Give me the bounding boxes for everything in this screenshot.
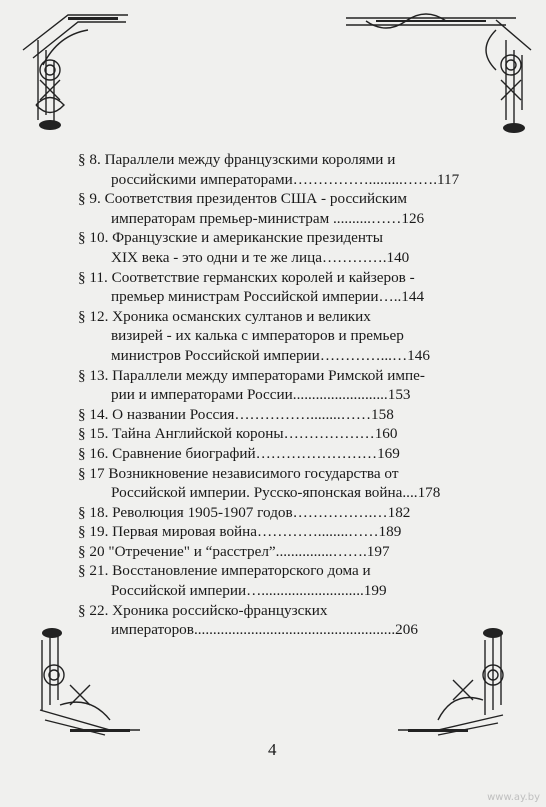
toc-entry <box>78 424 488 444</box>
toc-entry-continuation-line: премьер министрам Российской империи…..144 <box>111 288 425 306</box>
toc-entry-title-line: § 8. Параллели между французскими королями и <box>78 151 396 168</box>
toc-entry-continuation-line: российскими императорами…………….........…….117 <box>111 170 460 188</box>
toc-entry <box>78 522 488 542</box>
toc-entry-title-line: § 21. Восстановление императорского дома и <box>78 562 371 580</box>
toc-entry-continuation-line: XIX века - это одни и те же лица………….140 <box>111 248 410 266</box>
toc-entry-title-line: § 10. Французские и американские президенты <box>78 229 383 247</box>
watermark: www.ay.by <box>487 792 540 803</box>
toc-entry-title-line: § 12. Хроника османских султанов и великих <box>78 307 371 325</box>
toc-entry <box>78 268 488 307</box>
toc-entry-title-line: § 11. Соответствие германских королей и кайзеров - <box>78 268 415 286</box>
corner-ornament-top-right-icon <box>346 10 536 135</box>
toc-entry-continuation-line: императоров.....................................................206 <box>111 621 418 639</box>
toc-entry <box>78 228 488 267</box>
toc-entry-continuation-line: министров Российской империи…………...…146 <box>111 346 430 364</box>
toc-entry-continuation-line: Российской империи…...........................199 <box>111 582 387 600</box>
toc-entry-continuation-line: визирей - их калька с императоров и премьер <box>111 327 404 345</box>
toc-entry <box>78 601 488 640</box>
toc-entry-continuation-line: рии и императорами России.........................153 <box>111 386 411 404</box>
toc-entry-title-line: § 19. Первая мировая война…………........……189 <box>78 523 402 541</box>
toc-entry <box>78 307 488 366</box>
toc-entry <box>78 464 488 503</box>
corner-ornament-bottom-right-icon <box>398 625 518 740</box>
corner-ornament-bottom-left-icon <box>30 625 140 740</box>
toc-entry-title-line: § 14. О названии Россия……………........……158 <box>78 405 394 423</box>
toc-entry-title-line: § 15. Тайна Английской короны………………160 <box>78 425 398 443</box>
toc-entry <box>78 561 488 600</box>
toc-entry-continuation-line: Российской империи. Русско-японская война....178 <box>111 484 441 502</box>
table-of-contents <box>78 150 488 640</box>
toc-entry <box>78 405 488 425</box>
toc-entry-title-line: § 17 Возникновение независимого государства от <box>78 464 399 482</box>
toc-entry <box>78 503 488 523</box>
page-number: 4 <box>268 740 277 759</box>
toc-entry-title-line: § 20 "Отречение" и “расстрел”...............…….197 <box>78 542 390 560</box>
toc-entry <box>78 542 488 562</box>
toc-entry-title-line: § 13. Параллели между императорами Римской импе- <box>78 366 425 384</box>
toc-entry <box>78 150 488 189</box>
toc-entry-title-line: § 18. Революция 1905-1907 годов…………….…182 <box>78 503 411 521</box>
toc-entry-title-line: § 9. Соответствия президентов США - российским <box>78 190 408 208</box>
corner-ornament-top-left-icon <box>18 10 133 130</box>
toc-entry <box>78 366 488 405</box>
toc-entry-title-line: § 16. Сравнение биографий……………………169 <box>78 444 400 462</box>
toc-entry <box>78 444 488 464</box>
toc-entry-title-line: § 22. Хроника российско-французских <box>78 601 328 619</box>
toc-entry <box>78 189 488 228</box>
toc-entry-continuation-line: императорам премьер-министрам ..........……126 <box>111 209 425 227</box>
